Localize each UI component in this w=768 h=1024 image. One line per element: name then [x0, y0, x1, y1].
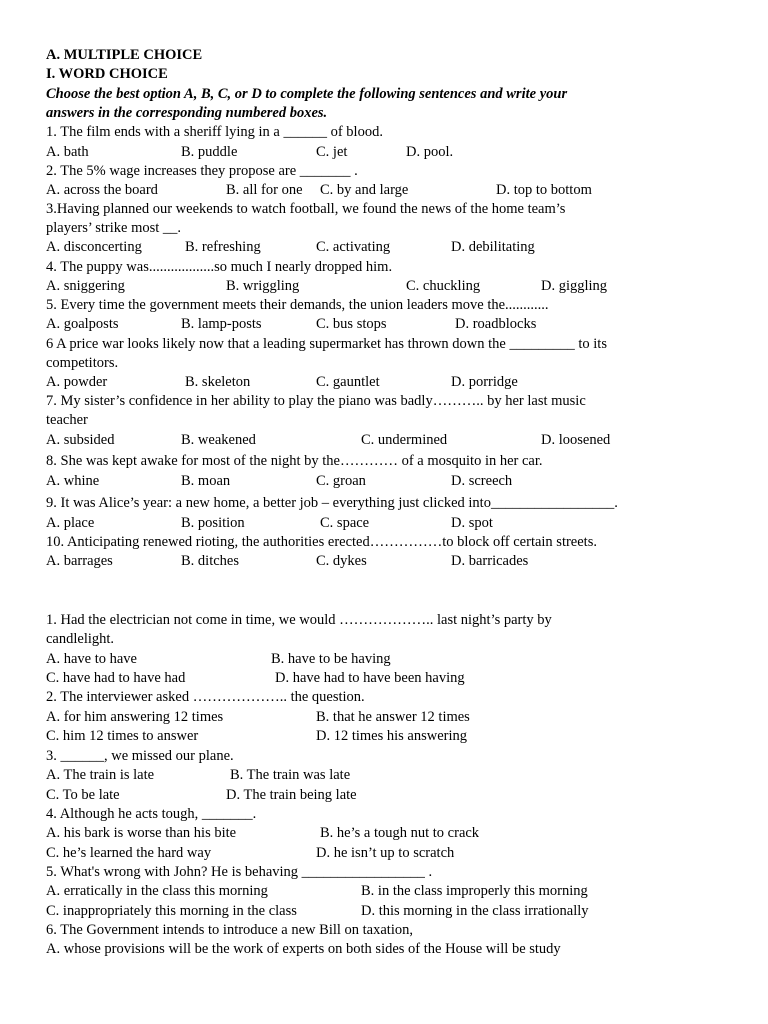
- instruction-line-2: answers in the corresponding numbered boxes.: [46, 105, 328, 121]
- option-c: C. inappropriately this morning in the class: [46, 903, 297, 919]
- question-stem: 3.Having planned our weekends to watch football, we found the news of the home team’s: [46, 201, 566, 217]
- option-a: A. whine: [46, 473, 100, 489]
- option-b: B. he’s a tough nut to crack: [320, 825, 480, 841]
- option-b: B. The train was late: [230, 767, 351, 783]
- question-stem: 8. She was kept awake for most of the night by the………… of a mosquito in her car.: [46, 453, 543, 469]
- option-a: A. place: [46, 515, 95, 531]
- option-a: A. across the board: [46, 182, 158, 198]
- option-a: A. his bark is worse than his bite: [46, 825, 237, 841]
- option-a: A. barrages: [46, 553, 113, 569]
- option-d: D. spot: [451, 515, 493, 531]
- question-stem: 5. Every time the government meets their demands, the union leaders move the............: [46, 297, 549, 313]
- instruction-line-1: Choose the best option A, B, C, or D to complete the following sentences and write your: [46, 86, 568, 102]
- question-stem: 4. Although he acts tough, _______.: [46, 806, 257, 822]
- question-stem: 10. Anticipating renewed rioting, the authorities erected……………to block off certain streets.: [46, 534, 597, 550]
- option-a: A. whose provisions will be the work of experts on both sides of the House will be study: [46, 941, 561, 957]
- option-a: A. The train is late: [46, 767, 155, 783]
- option-b: B. all for one: [226, 182, 303, 198]
- question-stem-continued: players’ strike most __.: [46, 220, 182, 236]
- option-c: C. by and large: [320, 182, 409, 198]
- question-stem: 6. The Government intends to introduce a new Bill on taxation,: [46, 922, 413, 938]
- option-c: C. space: [320, 515, 370, 531]
- option-b: B. weakened: [181, 432, 256, 448]
- question-stem: 9. It was Alice’s year: a new home, a better job – everything just clicked into_________________.: [46, 495, 618, 511]
- question-stem: 2. The interviewer asked ……………….. the question.: [46, 689, 365, 705]
- question-stem: 7. My sister’s confidence in her ability to play the piano was badly……….. by her last music: [46, 393, 586, 409]
- section-heading: A. MULTIPLE CHOICE: [46, 47, 203, 63]
- option-a: A. have to have: [46, 651, 137, 667]
- option-c: C. him 12 times to answer: [46, 728, 199, 744]
- option-d: D. 12 times his answering: [316, 728, 468, 744]
- question-stem: 6 A price war looks likely now that a leading supermarket has thrown down the _________ to its: [46, 336, 607, 352]
- option-b: B. position: [181, 515, 245, 531]
- option-b: B. wriggling: [226, 278, 300, 294]
- option-b: B. puddle: [181, 144, 238, 160]
- option-d: D. barricades: [451, 553, 529, 569]
- question-stem-continued: candlelight.: [46, 631, 115, 647]
- option-a: A. erratically in the class this morning: [46, 883, 268, 899]
- question-stem: 3. ______, we missed our plane.: [46, 748, 234, 764]
- option-d: D. debilitating: [451, 239, 535, 255]
- option-d: D. loosened: [541, 432, 611, 448]
- option-b: B. have to be having: [271, 651, 391, 667]
- question-stem: 1. Had the electrician not come in time, we would ……………….. last night’s party by: [46, 612, 552, 628]
- option-b: B. lamp-posts: [181, 316, 262, 332]
- option-b: B. moan: [181, 473, 231, 489]
- option-b: B. in the class improperly this morning: [361, 883, 588, 899]
- option-c: C. chuckling: [406, 278, 481, 294]
- option-c: C. To be late: [46, 787, 120, 803]
- option-a: A. subsided: [46, 432, 115, 448]
- option-d: D. have had to have been having: [275, 670, 465, 686]
- option-d: D. he isn’t up to scratch: [316, 845, 455, 861]
- option-b: B. refreshing: [185, 239, 261, 255]
- option-c: C. activating: [316, 239, 391, 255]
- question-stem-continued: competitors.: [46, 355, 119, 371]
- option-c: C. have had to have had: [46, 670, 186, 686]
- question-stem: 1. The film ends with a sheriff lying in a ______ of blood.: [46, 124, 383, 140]
- question-stem: 5. What's wrong with John? He is behaving _________________ .: [46, 864, 433, 880]
- option-b: B. that he answer 12 times: [316, 709, 470, 725]
- option-c: C. jet: [316, 144, 348, 160]
- option-a: A. goalposts: [46, 316, 119, 332]
- option-d: D. giggling: [541, 278, 608, 294]
- option-b: B. skeleton: [185, 374, 251, 390]
- option-a: A. powder: [46, 374, 108, 390]
- option-d: D. top to bottom: [496, 182, 592, 198]
- option-d: D. porridge: [451, 374, 518, 390]
- option-d: D. The train being late: [226, 787, 357, 803]
- option-a: A. bath: [46, 144, 89, 160]
- question-stem: 2. The 5% wage increases they propose are _______ .: [46, 163, 358, 179]
- option-b: B. ditches: [181, 553, 239, 569]
- option-c: C. dykes: [316, 553, 367, 569]
- option-a: A. disconcerting: [46, 239, 142, 255]
- option-d: D. screech: [451, 473, 513, 489]
- question-stem-continued: teacher: [46, 412, 88, 428]
- option-c: C. bus stops: [316, 316, 387, 332]
- question-stem: 4. The puppy was..................so much I nearly dropped him.: [46, 259, 393, 275]
- option-d: D. pool.: [406, 144, 454, 160]
- option-c: C. groan: [316, 473, 366, 489]
- option-a: A. for him answering 12 times: [46, 709, 224, 725]
- option-a: A. sniggering: [46, 278, 125, 294]
- option-d: D. this morning in the class irrationally: [361, 903, 589, 919]
- option-d: D. roadblocks: [455, 316, 537, 332]
- option-c: C. gauntlet: [316, 374, 380, 390]
- option-c: C. undermined: [361, 432, 448, 448]
- part-heading: I. WORD CHOICE: [46, 66, 168, 82]
- option-c: C. he’s learned the hard way: [46, 845, 212, 861]
